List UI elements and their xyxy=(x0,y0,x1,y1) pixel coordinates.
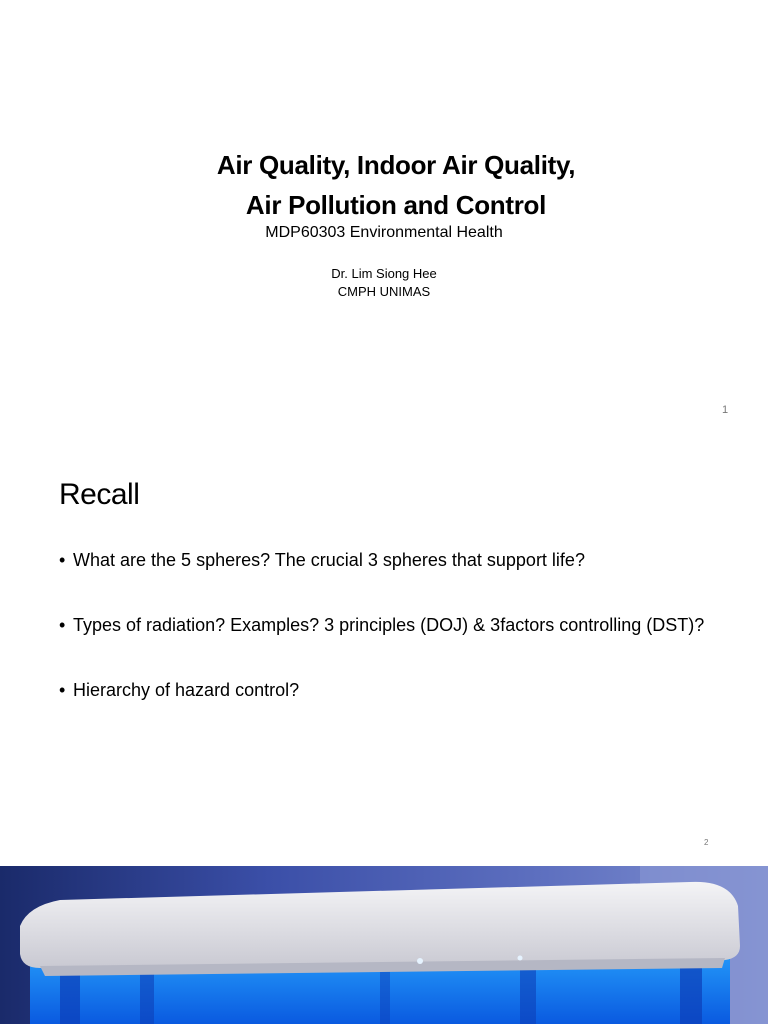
bullet-icon: • xyxy=(59,550,66,570)
slide-1 xyxy=(0,0,768,430)
bullet-text: What are the 5 spheres? The crucial 3 spheres that support life? xyxy=(73,550,585,570)
bullet-text: Hierarchy of hazard control? xyxy=(73,680,300,700)
slide-title-line-1: Air Quality, Indoor Air Quality, xyxy=(216,150,576,180)
bullet-list xyxy=(59,548,709,702)
bullet-icon: • xyxy=(59,615,66,635)
course-subtitle: MDP60303 Environmental Health xyxy=(265,224,503,241)
air-purifier-blue-light-icon xyxy=(0,866,768,1024)
page-number: 2 xyxy=(704,838,709,847)
slide-heading: Recall xyxy=(59,478,140,511)
page-number: 1 xyxy=(722,404,729,416)
author-name: Dr. Lim Siong Hee xyxy=(331,266,437,281)
air-purifier-photo xyxy=(0,866,768,1024)
slide-2 xyxy=(0,436,768,861)
bullet-text: Types of radiation? Examples? 3 principles (DOJ) & 3factors controlling (DST)? xyxy=(73,615,705,635)
author-affiliation: CMPH UNIMAS xyxy=(337,284,431,299)
list-item xyxy=(59,548,709,572)
bullet-icon: • xyxy=(59,680,66,700)
list-item xyxy=(59,678,709,702)
slide-title-line-2: Air Pollution and Control xyxy=(245,190,547,220)
list-item xyxy=(59,613,709,637)
